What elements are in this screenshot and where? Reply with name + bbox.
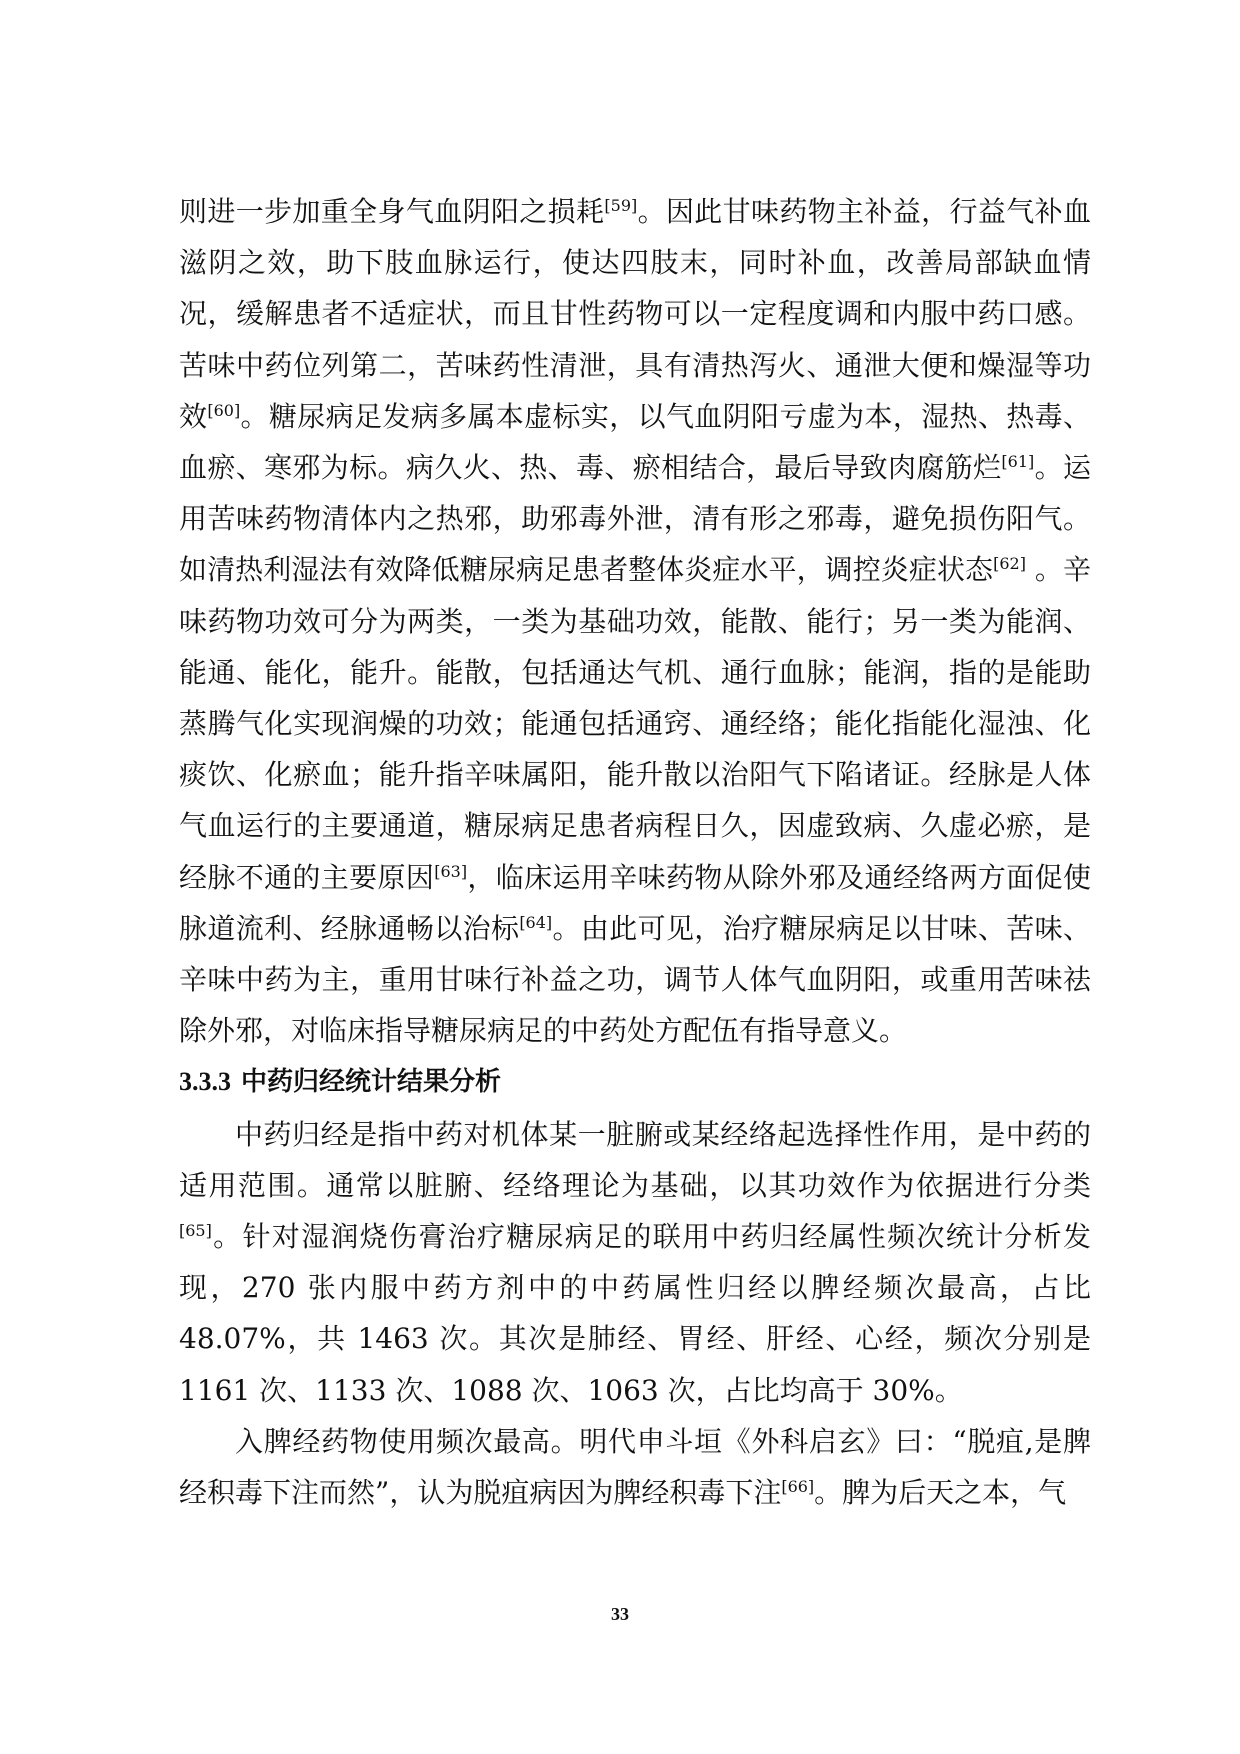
paragraph-spleen-meridian (179, 1416, 1091, 1518)
text-run: 。糖尿病足发病多属本虚标实，以气血阴阳亏虚为本，湿热、热毒、血瘀、寒邪为标。病久火、热、毒、瘀相结合，最后导致肉腐筋烂 (179, 399, 1091, 485)
section-title: 中药归经统计结果分析 (241, 1067, 502, 1098)
text-run: 入脾经药物使用频次最高。明代申斗垣《外科启玄》曰：“脱疽,是脾经积毒下注而然”，认为脱疽病因为脾经积毒下注 (179, 1424, 1091, 1510)
citation-66: [66] (781, 1477, 815, 1497)
text-run: 中药归经是指中药对机体某一脏腑或某经络起选择性作用，是中药的适用范围。通常以脏腑、经络理论为基础，以其功效作为依据进行分类 (179, 1117, 1091, 1202)
citation-62: [62] (993, 554, 1026, 574)
section-number: 3.3.3 (179, 1067, 231, 1097)
citation-59: [59] (604, 196, 638, 215)
citation-64: [64] (519, 912, 553, 932)
text-run: 。运用苦味药物清体内之热邪，助邪毒外泄，清有形之邪毒，避免损伤阳气。如清热利湿法有效降低糖尿病足患者整体炎症水平，调控炎症状态 (179, 451, 1091, 587)
paragraph-taste-analysis (179, 186, 1091, 1056)
page-number: 33 (611, 1604, 629, 1624)
text-run: ，临床运用辛味药物从除外邪及通经络两方面促使脉道流利、经脉通畅以治标 (179, 860, 1091, 945)
text-run: 。脾为后天之本，气 (814, 1476, 1067, 1510)
section-heading (179, 1056, 1091, 1108)
text-run: 。辛味药物功效可分为两类，一类为基础功效，能散、能行；另一类为能润、能通、能化，能升。能散，包括通达气机、通行血脉；能润，指的是能助蒸腾气化实现润燥的功效；能通包括通窍、通经络；能化指能化湿浊、化痰饮、化瘀血；能升指辛味属阳，能升散以治阳气下陷诸证。经脉是人体气血运行的主要通道，糖尿病足患者病程日久，因虚致病、久虚必瘀，是经脉不通的主要原因 (179, 553, 1091, 894)
citation-61: [61] (1001, 452, 1035, 472)
citation-63: [63] (434, 861, 468, 881)
text-run: 。由此可见，治疗糖尿病足以甘味、苦味、辛味中药为主，重用甘味行补益之功，调节人体气血阴阳，或重用苦味祛除外邪，对临床指导糖尿病足的中药处方配伍有指导意义。 (179, 911, 1091, 1048)
text-run: 则进一步加重全身气血阴阳之损耗 (179, 195, 605, 228)
citation-60: [60] (207, 400, 241, 420)
body-text (179, 186, 1091, 1518)
citation-65: [65] (179, 1221, 212, 1241)
paragraph-meridian-definition (179, 1109, 1091, 1416)
text-run: 。针对湿润烧伤膏治疗糖尿病足的联用中药归经属性频次统计分析发现，270 张内服中药方剂中的中药属性归经以脾经频次最高，占比 48.07%，共 1463 次。其次是肺经、胃经、肝经、心经，频次分别是 1161 次、1133 次、1088 次、1063 次，占比均高于 30%。 (179, 1220, 1091, 1407)
text-run: 。因此甘味药物主补益，行益气补血滋阴之效，助下肢血脉运行，使达四肢末，同时补血，改善局部缺血情况，缓解患者不适症状，而且甘性药物可以一定程度调和内服中药口感。苦味中药位列第二，苦味药性清泄，具有清热泻火、通泄大便和燥湿等功效 (179, 195, 1091, 433)
